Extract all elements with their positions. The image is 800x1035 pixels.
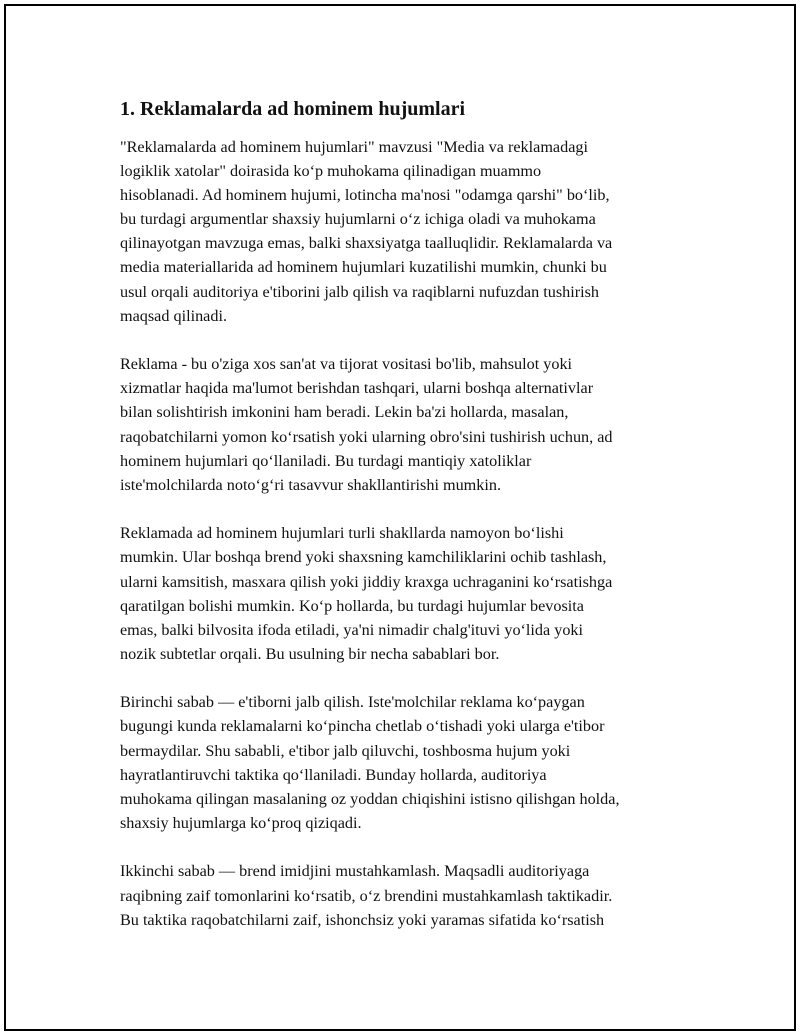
text-line: raqibning zaif tomonlarini koʻrsatib, oʻz brendini mustahkamlash taktikadir.: [120, 886, 613, 905]
document-content: [120, 96, 710, 956]
text-line: Bu taktika raqobatchilarni zaif, ishonchsiz yoki yaramas sifatida koʻrsatish: [120, 910, 605, 929]
text-line: hayratlantiruvchi taktika qoʻllaniladi. Bunday hollarda, auditoriya: [120, 765, 547, 784]
text-line: ularni kamsitish, masxara qilish yoki jiddiy kraxga uchraganini koʻrsatishga: [120, 572, 613, 591]
paragraph-4: [120, 690, 710, 835]
paragraph-5: [120, 859, 710, 931]
text-line: bu turdagi argumentlar shaxsiy hujumlarni oʻz ichiga oladi va muhokama: [120, 210, 596, 229]
text-line: Reklamada ad hominem hujumlari turli shakllarda namoyon boʻlishi: [120, 524, 564, 543]
text-line: raqobatchilarni yomon koʻrsatish yoki ularning obro'sini tushirish uchun, ad: [120, 427, 613, 446]
text-line: bilan solishtirish imkonini ham beradi. Lekin ba'zi hollarda, masalan,: [120, 403, 569, 422]
text-line: logiklik xatolar" doirasida koʻp muhokama qilinadigan muammo: [120, 162, 542, 181]
text-line: qilinayotgan mavzuga emas, balki shaxsiyatga taalluqlidir. Reklamalarda va: [120, 234, 613, 253]
text-line: Birinchi sabab — e'tiborni jalb qilish. Iste'molchilar reklama koʻpaygan: [120, 693, 585, 712]
text-line: "Reklamalarda ad hominem hujumlari" mavzusi "Media va reklamadagi: [120, 138, 588, 156]
text-line: xizmatlar haqida ma'lumot berishdan tashqari, ularni boshqa alternativlar: [120, 379, 594, 398]
text-line: bugungi kunda reklamalarni koʻpincha chetlab oʻtishadi yoki ularga e'tibor: [120, 717, 605, 736]
text-line: iste'molchilarda notoʻgʻri tasavvur shakllantirishi mumkin.: [120, 475, 501, 494]
text-line: emas, balki bilvosita ifoda etiladi, ya'ni nimadir chalg'ituvi yoʻlida yoki: [120, 620, 584, 639]
text-line: usul orqali auditoriya e'tiborini jalb qilish va raqiblarni nufuzdan tushirish: [120, 282, 600, 301]
text-line: mumkin. Ular boshqa brend yoki shaxsning kamchiliklarini ochib tashlash,: [120, 548, 607, 567]
document-page: [4, 4, 796, 1031]
paragraph-3: [120, 521, 710, 666]
text-line: nozik subtetlar orqali. Bu usulning bir necha sabablari bor.: [120, 644, 500, 663]
paragraph-2: [120, 352, 710, 497]
text-line: hominem hujumlari qoʻllaniladi. Bu turdagi mantiqiy xatoliklar: [120, 451, 532, 470]
text-line: Reklama - bu o'ziga xos san'at va tijorat vositasi bo'lib, mahsulot yoki: [120, 355, 573, 374]
text-line: media materiallarida ad hominem hujumlari kuzatilishi mumkin, chunki bu: [120, 258, 607, 277]
paragraph-1: [120, 135, 710, 328]
text-line: qaratilgan bolishi mumkin. Koʻp hollarda, bu turdagi hujumlar bevosita: [120, 596, 584, 615]
text-line: bermaydilar. Shu sababli, e'tibor jalb qiluvchi, toshbosma hujum yoki: [120, 741, 571, 760]
text-line: maqsad qilinadi.: [120, 306, 227, 325]
text-line: hisoblanadi. Ad hominem hujumi, lotincha ma'nosi "odamga qarshi" boʻlib,: [120, 186, 610, 205]
text-line: shaxsiy hujumlarga koʻproq qiziqadi.: [120, 813, 362, 832]
section-heading: 1. Reklamalarda ad hominem hujumlari: [120, 98, 466, 120]
text-line: Ikkinchi sabab — brend imidjini mustahkamlash. Maqsadli auditoriyaga: [120, 862, 590, 881]
text-line: muhokama qilingan masalaning oz yoddan chiqishini istisno qilishgan holda,: [120, 789, 620, 808]
